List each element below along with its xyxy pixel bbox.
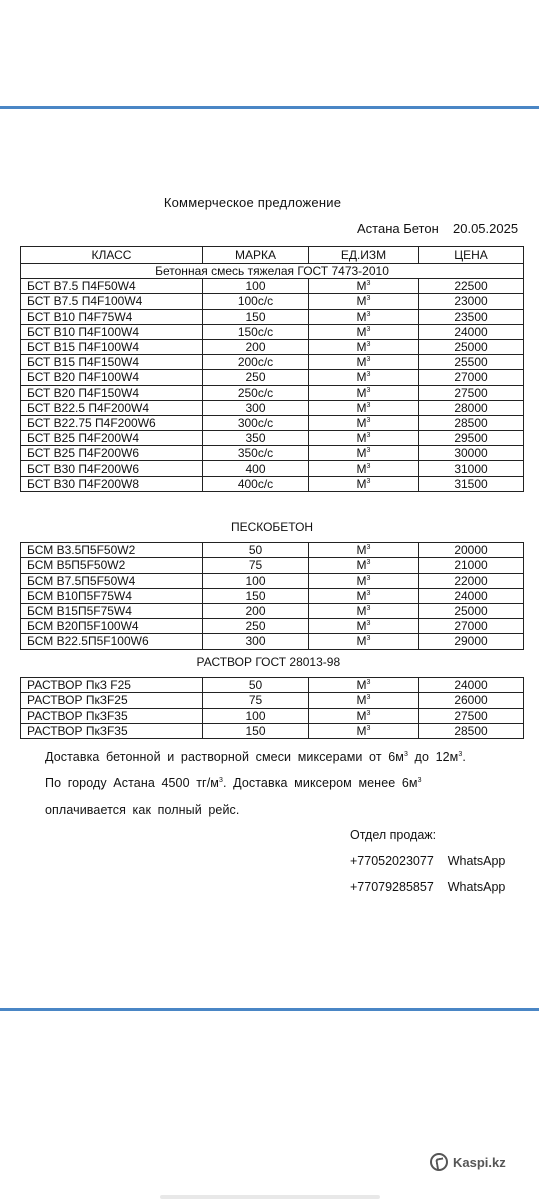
phone-number: +77079285857 bbox=[350, 880, 434, 894]
table-row bbox=[21, 573, 524, 588]
price-table-sand-concrete bbox=[20, 520, 524, 650]
unit-cell: $M^3$ bbox=[309, 294, 419, 309]
mark-cell: 100 bbox=[203, 573, 309, 588]
table-row bbox=[21, 324, 524, 339]
messenger-label: WhatsApp bbox=[447, 854, 506, 868]
table-row bbox=[21, 558, 524, 573]
table-row bbox=[21, 708, 524, 723]
price-cell: 22000 bbox=[419, 573, 524, 588]
class-cell: БСТ В15 П4F100W4 bbox=[21, 339, 203, 354]
table-row bbox=[21, 588, 524, 603]
class-cell: РАСТВОР ПкЗF35 bbox=[21, 708, 203, 723]
unit-cell: $M^3$ bbox=[309, 573, 419, 588]
price-cell: 27500 bbox=[419, 708, 524, 723]
table-header-row bbox=[21, 247, 524, 264]
mark-cell: 150 bbox=[203, 309, 309, 324]
price-cell: 21000 bbox=[419, 558, 524, 573]
unit-cell: $M^3$ bbox=[309, 400, 419, 415]
mark-cell: 200 bbox=[203, 339, 309, 354]
header-unit: ЕД.ИЗМ bbox=[309, 247, 419, 264]
class-cell: БСТ В22.5 П4F200W4 bbox=[21, 400, 203, 415]
kaspi-watermark bbox=[430, 1153, 506, 1171]
delivery-note-line3: оплачивается как полный рейс. bbox=[45, 803, 240, 817]
table-row bbox=[21, 415, 524, 430]
unit-cell: $M^3$ bbox=[309, 309, 419, 324]
contact-phone-1 bbox=[350, 854, 505, 868]
class-cell: БСТ В20 П4F100W4 bbox=[21, 370, 203, 385]
class-cell: БСТ В25 П4F200W6 bbox=[21, 446, 203, 461]
table-row bbox=[21, 461, 524, 476]
class-cell: БСТ В15 П4F150W4 bbox=[21, 355, 203, 370]
table-row bbox=[21, 279, 524, 294]
class-cell: БСТ В30 П4F200W8 bbox=[21, 476, 203, 491]
price-cell: 22500 bbox=[419, 279, 524, 294]
mark-cell: 75 bbox=[203, 693, 309, 708]
unit-cell: $M^3$ bbox=[309, 476, 419, 491]
unit-cell: $M^3$ bbox=[309, 619, 419, 634]
price-cell: 25000 bbox=[419, 339, 524, 354]
mark-cell: 300 bbox=[203, 400, 309, 415]
price-cell: 24000 bbox=[419, 324, 524, 339]
price-cell: 27000 bbox=[419, 619, 524, 634]
class-cell: РАСТВОР ПкЗ F25 bbox=[21, 678, 203, 693]
class-cell: РАСТВОР ПкЗF25 bbox=[21, 693, 203, 708]
price-cell: 29000 bbox=[419, 634, 524, 649]
table-row bbox=[21, 619, 524, 634]
mark-cell: 400с/с bbox=[203, 476, 309, 491]
class-cell: БСМ В7.5П5F50W4 bbox=[21, 573, 203, 588]
mark-cell: 150 bbox=[203, 588, 309, 603]
price-cell: 30000 bbox=[419, 446, 524, 461]
price-cell: 24000 bbox=[419, 588, 524, 603]
mark-cell: 300 bbox=[203, 634, 309, 649]
unit-cell: $M^3$ bbox=[309, 385, 419, 400]
unit-cell: $M^3$ bbox=[309, 279, 419, 294]
unit-cell: $M^3$ bbox=[309, 634, 419, 649]
unit-cell: $M^3$ bbox=[309, 723, 419, 738]
price-cell: 23000 bbox=[419, 294, 524, 309]
section-concrete-title: Бетонная смесь тяжелая ГОСТ 7473-2010 bbox=[21, 264, 524, 279]
table-row bbox=[21, 446, 524, 461]
company-name: Астана Бетон bbox=[357, 221, 439, 236]
price-cell: 31000 bbox=[419, 461, 524, 476]
table-row bbox=[21, 693, 524, 708]
unit-cell: $M^3$ bbox=[309, 708, 419, 723]
unit-cell: $M^3$ bbox=[309, 324, 419, 339]
document-date: 20.05.2025 bbox=[453, 221, 519, 236]
unit-cell: $M^3$ bbox=[309, 415, 419, 430]
table-row bbox=[21, 543, 524, 558]
mark-cell: 100 bbox=[203, 279, 309, 294]
class-cell: БСТ В10 П4F100W4 bbox=[21, 324, 203, 339]
unit-cell: $M^3$ bbox=[309, 355, 419, 370]
unit-cell: $M^3$ bbox=[309, 603, 419, 618]
header-mark: МАРКА bbox=[203, 247, 309, 264]
price-cell: 27000 bbox=[419, 370, 524, 385]
table-row bbox=[21, 634, 524, 649]
class-cell: БСМ В15П5F75W4 bbox=[21, 603, 203, 618]
mark-cell: 200с/с bbox=[203, 355, 309, 370]
table-row bbox=[21, 339, 524, 354]
price-cell: 25000 bbox=[419, 603, 524, 618]
table-row bbox=[21, 309, 524, 324]
section-row bbox=[21, 520, 524, 534]
unit-cell: $M^3$ bbox=[309, 543, 419, 558]
mark-cell: 100с/с bbox=[203, 294, 309, 309]
class-cell: БСМ В3.5П5F50W2 bbox=[21, 543, 203, 558]
mark-cell: 50 bbox=[203, 678, 309, 693]
class-cell: БСТ В30 П4F200W6 bbox=[21, 461, 203, 476]
unit-cell: $M^3$ bbox=[309, 461, 419, 476]
table-row bbox=[21, 370, 524, 385]
class-cell: БСТ В10 П4F75W4 bbox=[21, 309, 203, 324]
price-table-concrete bbox=[20, 246, 524, 492]
table-row bbox=[21, 723, 524, 738]
price-table-mortar bbox=[20, 655, 524, 739]
mark-cell: 300с/с bbox=[203, 415, 309, 430]
class-cell: БСМ В20П5F100W4 bbox=[21, 619, 203, 634]
header-class: КЛАСС bbox=[21, 247, 203, 264]
class-cell: РАСТВОР ПкЗF35 bbox=[21, 723, 203, 738]
mark-cell: 100 bbox=[203, 708, 309, 723]
mark-cell: 150 bbox=[203, 723, 309, 738]
price-cell: 31500 bbox=[419, 476, 524, 491]
class-cell: БСТ В7.5 П4F100W4 bbox=[21, 294, 203, 309]
header-price: ЦЕНА bbox=[419, 247, 524, 264]
unit-cell: $M^3$ bbox=[309, 588, 419, 603]
class-cell: БСТ В22.75 П4F200W6 bbox=[21, 415, 203, 430]
class-cell: БСМ В10П5F75W4 bbox=[21, 588, 203, 603]
delivery-note-line2: По городу Астана 4500 $тг/м^3$. Доставка миксером менее $6м^3$ bbox=[45, 776, 422, 790]
mark-cell: 350 bbox=[203, 431, 309, 446]
class-cell: БСТ В7.5 П4F50W4 bbox=[21, 279, 203, 294]
unit-cell: $M^3$ bbox=[309, 370, 419, 385]
spacer-row bbox=[21, 669, 524, 678]
phone-number: +77052023077 bbox=[350, 854, 434, 868]
table-row bbox=[21, 678, 524, 693]
unit-cell: $M^3$ bbox=[309, 431, 419, 446]
mark-cell: 200 bbox=[203, 603, 309, 618]
top-divider bbox=[0, 106, 539, 109]
bottom-divider bbox=[0, 1008, 539, 1011]
table-row bbox=[21, 400, 524, 415]
mark-cell: 250 bbox=[203, 619, 309, 634]
price-cell: 24000 bbox=[419, 678, 524, 693]
unit-cell: $M^3$ bbox=[309, 446, 419, 461]
delivery-note-line1: Доставка бетонной и растворной смеси миксерами от $6м^3$ до $12м^3$. bbox=[45, 750, 466, 764]
mark-cell: 250с/с bbox=[203, 385, 309, 400]
table-row bbox=[21, 476, 524, 491]
price-cell: 20000 bbox=[419, 543, 524, 558]
messenger-label: WhatsApp bbox=[447, 880, 506, 894]
mark-cell: 400 bbox=[203, 461, 309, 476]
unit-cell: $M^3$ bbox=[309, 678, 419, 693]
contact-phone-2 bbox=[350, 880, 505, 894]
class-cell: БСМ В5П5F50W2 bbox=[21, 558, 203, 573]
unit-cell: $M^3$ bbox=[309, 693, 419, 708]
table-row bbox=[21, 603, 524, 618]
class-cell: БСТ В25 П4F200W4 bbox=[21, 431, 203, 446]
kaspi-logo-icon bbox=[430, 1153, 448, 1171]
mark-cell: 50 bbox=[203, 543, 309, 558]
table-row bbox=[21, 294, 524, 309]
section-sand-title: ПЕСКОБЕТОН bbox=[230, 520, 314, 535]
price-cell: 28500 bbox=[419, 723, 524, 738]
home-indicator bbox=[160, 1195, 380, 1199]
mark-cell: 250 bbox=[203, 370, 309, 385]
table-row bbox=[21, 431, 524, 446]
document-title: Коммерческое предложение bbox=[163, 195, 342, 210]
price-cell: 26000 bbox=[419, 693, 524, 708]
mark-cell: 150с/с bbox=[203, 324, 309, 339]
price-cell: 28500 bbox=[419, 415, 524, 430]
mark-cell: 75 bbox=[203, 558, 309, 573]
unit-cell: $M^3$ bbox=[309, 558, 419, 573]
sales-department-label: Отдел продаж: bbox=[350, 828, 437, 842]
table-row bbox=[21, 385, 524, 400]
price-cell: 28000 bbox=[419, 400, 524, 415]
class-cell: БСМ В22.5П5F100W6 bbox=[21, 634, 203, 649]
price-cell: 27500 bbox=[419, 385, 524, 400]
class-cell: БСТ В20 П4F150W4 bbox=[21, 385, 203, 400]
spacer-row bbox=[21, 534, 524, 543]
section-mortar-title: РАСТВОР ГОСТ 28013-98 bbox=[196, 655, 341, 670]
price-cell: 29500 bbox=[419, 431, 524, 446]
price-cell: 25500 bbox=[419, 355, 524, 370]
mark-cell: 350с/с bbox=[203, 446, 309, 461]
table-row bbox=[21, 355, 524, 370]
section-row bbox=[21, 655, 524, 669]
price-cell: 23500 bbox=[419, 309, 524, 324]
kaspi-logo-text: Kaspi.kz bbox=[453, 1154, 506, 1170]
section-row bbox=[21, 264, 524, 279]
unit-cell: $M^3$ bbox=[309, 339, 419, 354]
